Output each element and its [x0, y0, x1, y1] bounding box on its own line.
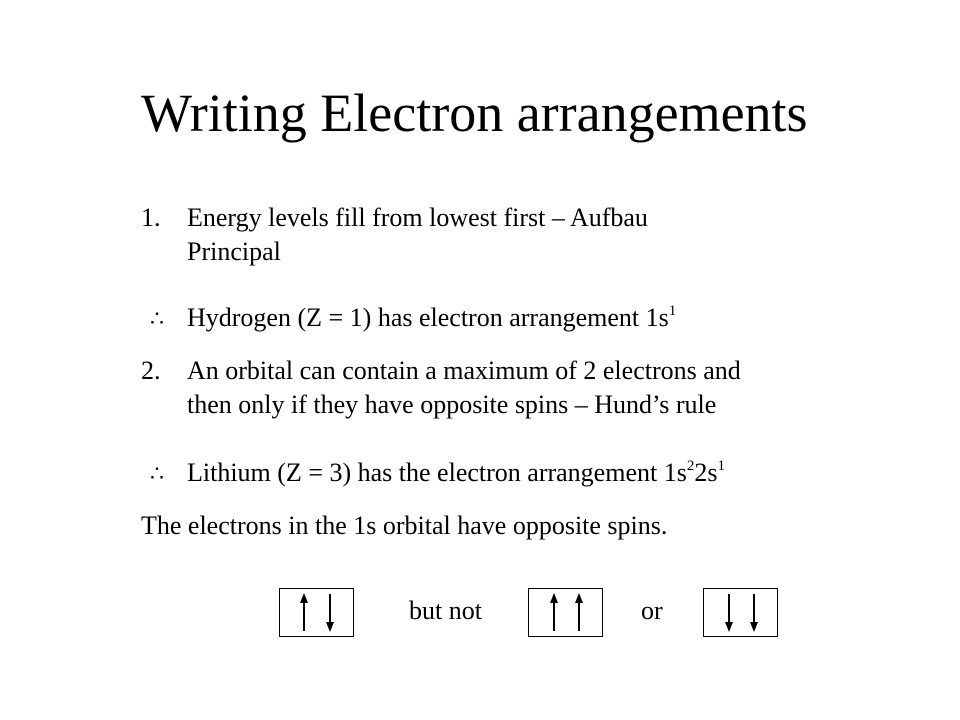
point-2-number: 2.	[141, 356, 161, 385]
down-arrow-icon	[725, 594, 733, 632]
orbital-box-opposite-spins	[279, 588, 354, 637]
hydrogen-superscript: 1	[668, 303, 677, 319]
point-1-line-2: Principal	[187, 237, 281, 266]
lithium-superscript-1: 2	[686, 458, 695, 474]
point-2-line-2: then only if they have opposite spins – Hund’s rule	[187, 390, 717, 419]
caption-but-not: but not	[409, 596, 482, 625]
lithium-2s: 2s	[694, 458, 718, 487]
point-lithium	[141, 456, 921, 490]
point-1-line-1: Energy levels fill from lowest first – Aufbau	[187, 203, 648, 232]
therefore-symbol: ∴	[150, 462, 164, 487]
down-arrow-icon	[326, 594, 334, 632]
up-arrow-icon	[300, 593, 308, 631]
lithium-statement: Lithium (Z = 3) has the electron arrangement 1s	[187, 458, 687, 487]
orbital-box-parallel-down	[703, 588, 778, 637]
lithium-superscript-2: 1	[717, 458, 725, 474]
caption-or: or	[641, 596, 663, 625]
point-hydrogen	[141, 301, 901, 335]
conclusion-text: The electrons in the 1s orbital have opposite spins.	[141, 511, 668, 540]
point-1	[141, 201, 901, 271]
up-arrow-icon	[550, 593, 558, 631]
orbital-box-parallel-up	[528, 588, 603, 637]
point-1-number: 1.	[141, 203, 161, 232]
therefore-symbol: ∴	[150, 307, 164, 332]
lithium-text	[187, 456, 725, 490]
hydrogen-text	[187, 301, 676, 335]
point-2-line-1: An orbital can contain a maximum of 2 electrons and	[187, 356, 741, 385]
point-2	[141, 354, 921, 424]
down-arrow-icon	[750, 594, 758, 632]
up-arrow-icon	[575, 593, 583, 631]
slide-title: Writing Electron arrangements	[141, 83, 808, 143]
hydrogen-statement: Hydrogen (Z = 1) has electron arrangement 1s	[187, 303, 669, 332]
